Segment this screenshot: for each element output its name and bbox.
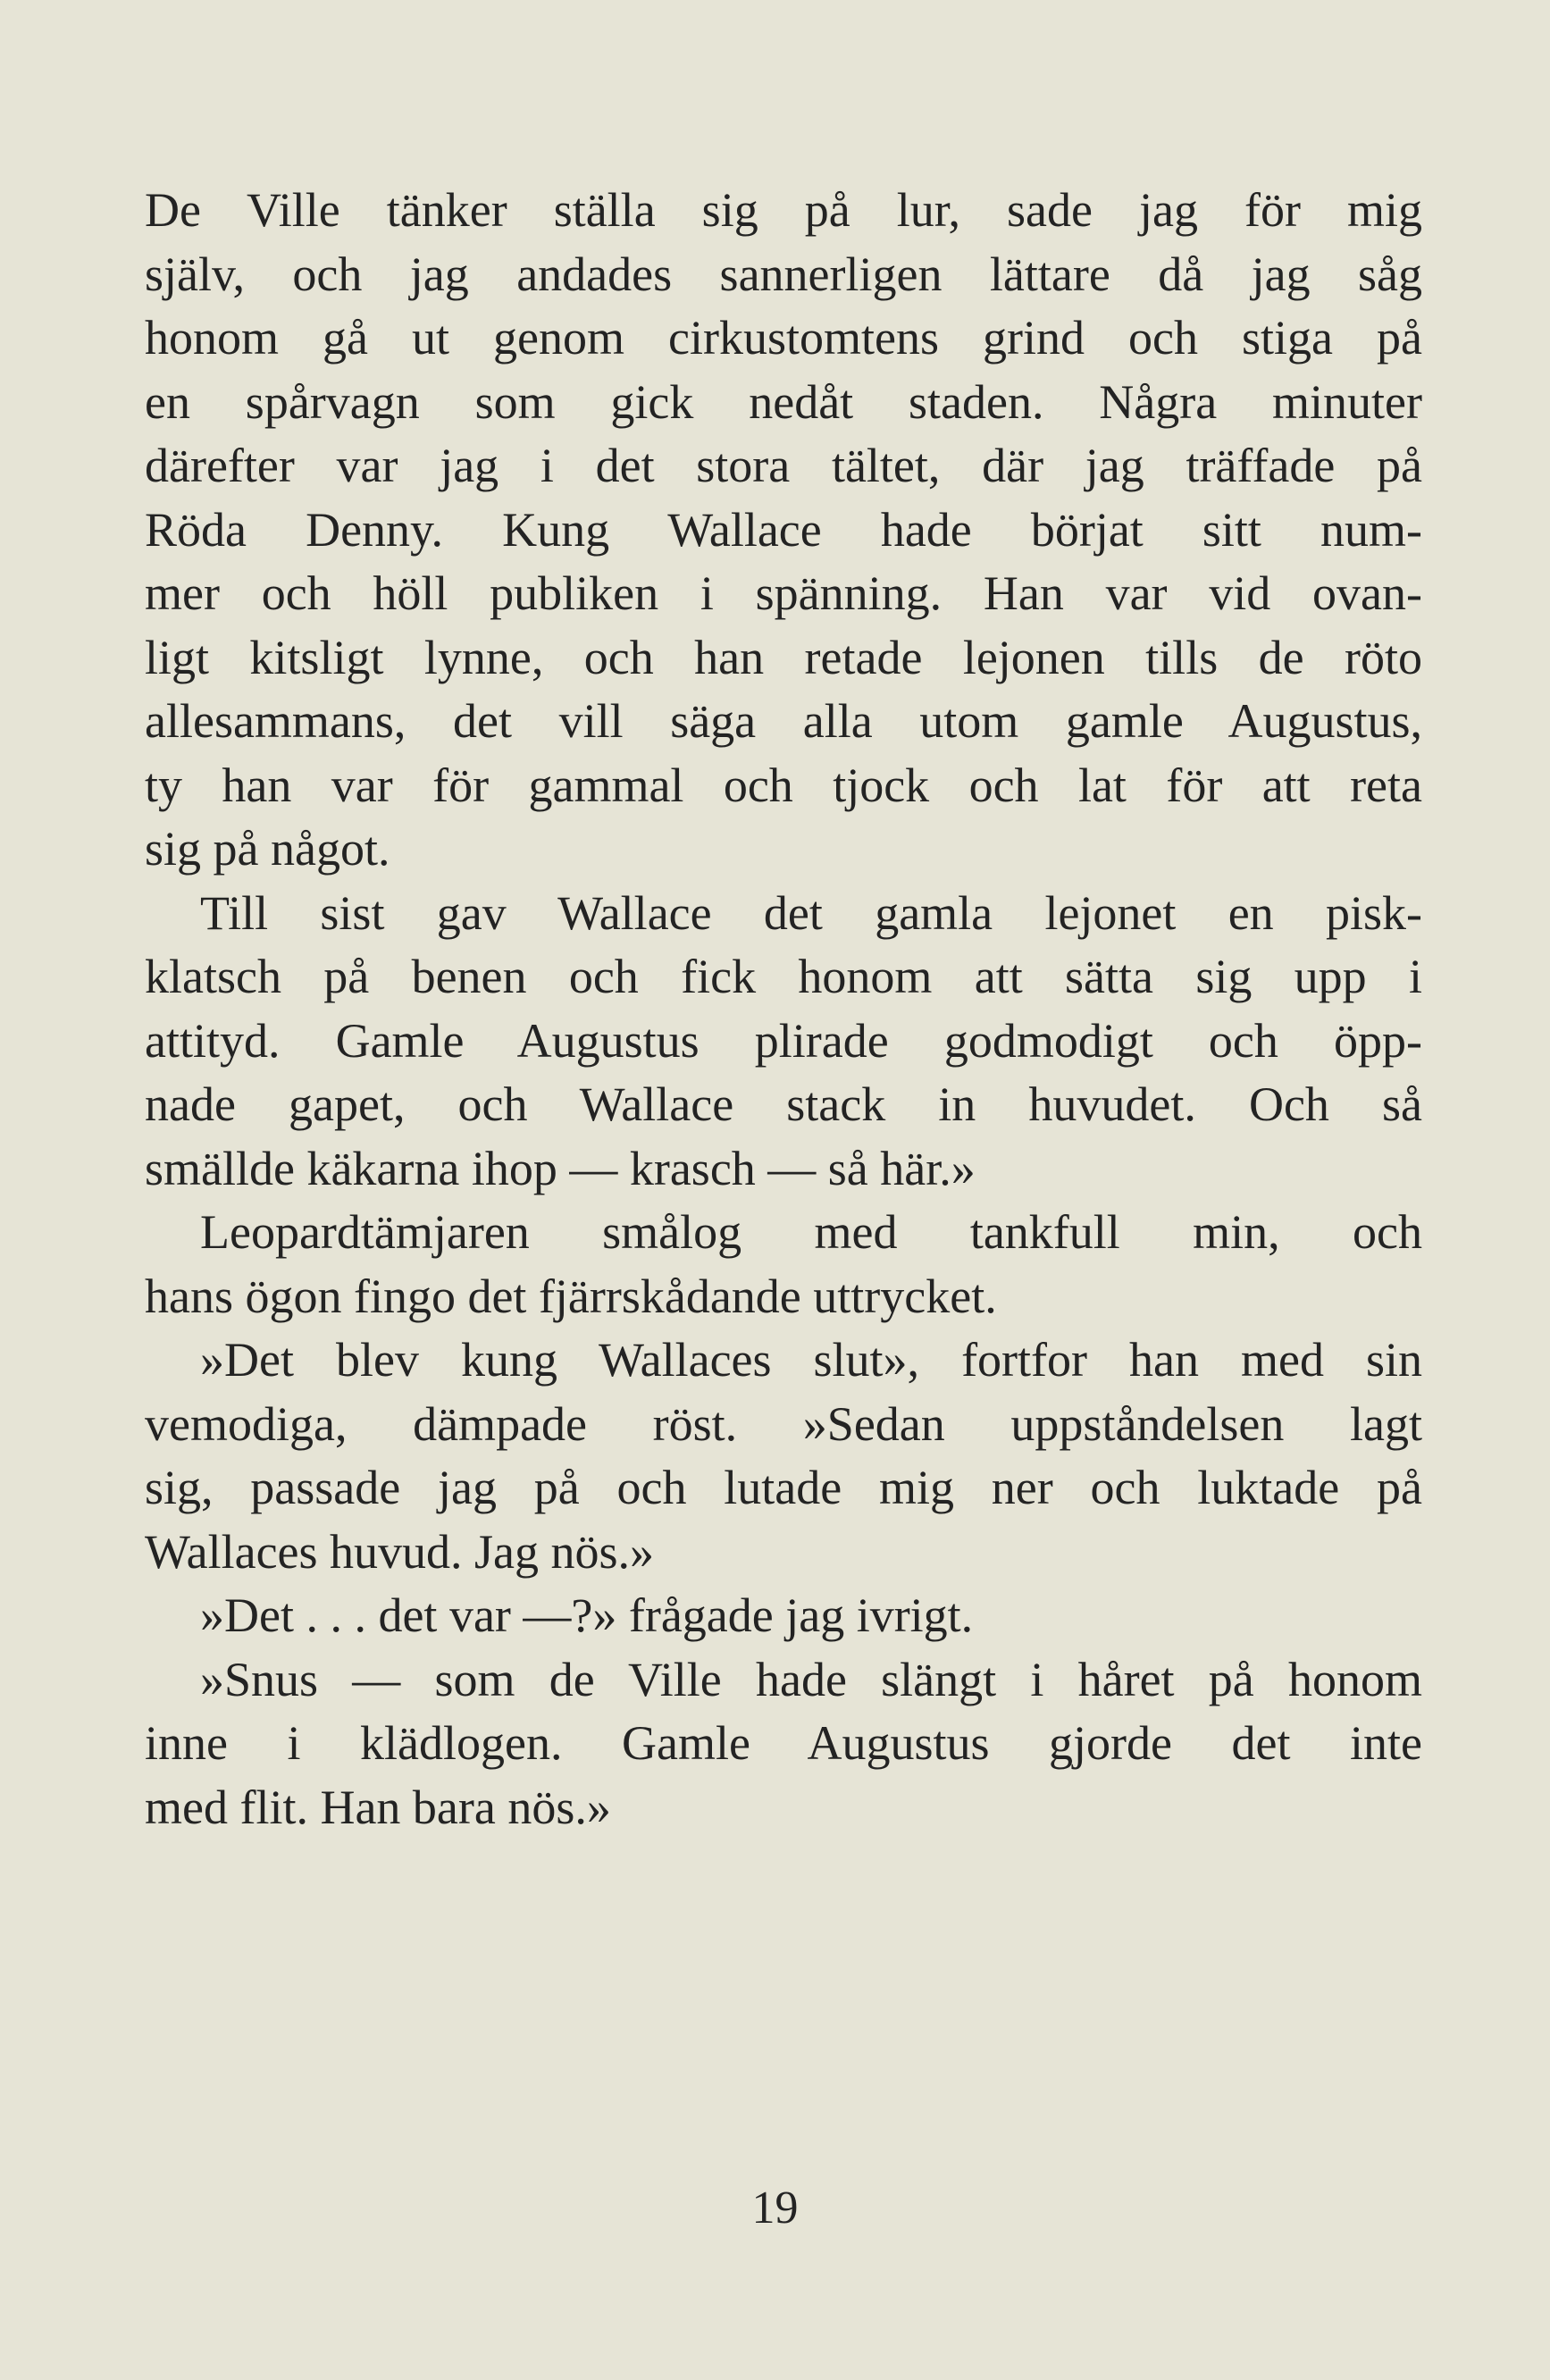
text-line: De Ville tänker ställa sig på lur, sade jag för mig: [145, 183, 1422, 237]
text-line: vemodiga, dämpade röst. »Sedan uppståndelsen lagt: [145, 1396, 1422, 1451]
text-line: Wallaces huvud. Jag nös.»: [145, 1524, 655, 1579]
text-line: nade gapet, och Wallace stack in huvudet. Och så: [145, 1077, 1422, 1131]
text-line: sig, passade jag på och lutade mig ner och luktade på: [145, 1461, 1422, 1514]
text-line: därefter var jag i det stora tältet, där jag träffade på: [145, 439, 1422, 492]
text-line: hans ögon fingo det fjärrskådande uttrycket.: [145, 1269, 997, 1323]
page-number: 19: [751, 2183, 799, 2233]
text-line: ligt kitsligt lynne, och han retade lejonen tills de röto: [145, 630, 1422, 684]
text-line: Leopardtämjaren smålog med tankfull min, och: [200, 1205, 1422, 1259]
paragraph: [145, 1328, 1422, 1584]
text-line: smällde käkarna ihop — krasch — så här.»: [145, 1141, 976, 1195]
text-line: Till sist gav Wallace det gamla lejonet en pisk-: [200, 885, 1422, 940]
text-line: inne i klädlogen. Gamle Augustus gjorde det inte: [145, 1716, 1422, 1770]
text-line: attityd. Gamle Augustus plirade godmodigt och öpp-: [145, 1013, 1422, 1068]
text-line: »Det blev kung Wallaces slut», fortfor han med sin: [200, 1333, 1422, 1387]
text-line: Röda Denny. Kung Wallace hade börjat sitt num-: [145, 502, 1422, 557]
body-text: [145, 179, 1422, 1839]
paragraph: [145, 179, 1422, 882]
text-line: »Snus — som de Ville hade slängt i håret på honom: [200, 1652, 1422, 1706]
text-line: en spårvagn som gick nedåt staden. Några minuter: [145, 374, 1422, 429]
text-line: honom gå ut genom cirkustomtens grind och stiga på: [145, 311, 1422, 365]
text-line: med flit. Han bara nös.»: [145, 1780, 611, 1834]
text-line: själv, och jag andades sannerligen lättare då jag såg: [145, 247, 1422, 301]
text-line: sig på något.: [145, 822, 390, 876]
text-line: mer och höll publiken i spänning. Han var vid ovan-: [145, 566, 1422, 620]
paragraph: [145, 1648, 1422, 1840]
paragraph: [145, 1584, 1422, 1648]
text-line: ty han var för gammal och tjock och lat för att reta: [145, 758, 1422, 812]
paragraph: [145, 882, 1422, 1202]
paragraph: [145, 1201, 1422, 1328]
text-line: klatsch på benen och fick honom att sätta sig upp i: [145, 950, 1422, 1003]
text-line: »Det . . . det var —?» frågade jag ivrigt.: [200, 1588, 974, 1642]
text-line: allesammans, det vill säga alla utom gamle Augustus,: [145, 694, 1422, 748]
